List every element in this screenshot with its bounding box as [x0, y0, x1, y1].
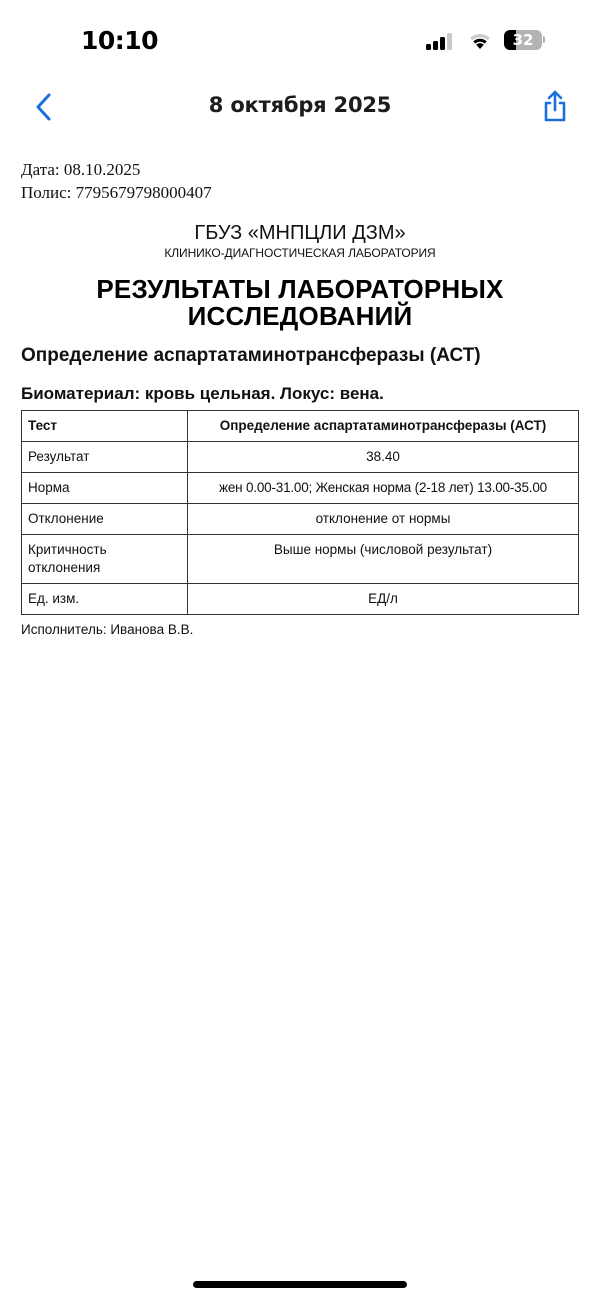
table-row [22, 442, 579, 473]
nav-bar [0, 80, 600, 132]
row-label-criticality: Критичность отклонения [22, 535, 188, 584]
status-time: 10:10 [81, 26, 159, 55]
table-row [22, 535, 579, 584]
row-label-norm: Норма [22, 473, 188, 504]
table-header-row [22, 411, 579, 442]
policy-number: Полис: 7795679798000407 [21, 183, 212, 202]
status-bar [0, 0, 600, 80]
row-value-criticality: Выше нормы (числовой результат) [188, 535, 579, 584]
document-title-line1: РЕЗУЛЬТАТЫ ЛАБОРАТОРНЫХ [96, 274, 504, 304]
table-row [22, 473, 579, 504]
lab-report-document [21, 158, 579, 639]
row-value-unit: ЕД/л [188, 584, 579, 615]
organization-name: ГБУЗ «МНПЦЛИ ДЗМ» [194, 222, 406, 244]
row-value-result: 38.40 [188, 442, 579, 473]
battery-icon [504, 30, 544, 50]
nav-title: 8 октября 2025 [208, 93, 392, 117]
row-value-norm: жен 0.00-31.00; Женская норма (2-18 лет) 13.00-35.00 [188, 473, 579, 504]
wifi-icon [467, 30, 493, 50]
biomaterial-info: Биоматериал: кровь цельная. Локус: вена. [21, 384, 384, 403]
row-value-deviation: отклонение от нормы [188, 504, 579, 535]
table-row [22, 504, 579, 535]
cellular-signal-icon [426, 33, 456, 50]
document-title-line2: ИССЛЕДОВАНИЙ [187, 301, 413, 331]
share-icon [540, 88, 570, 124]
share-button[interactable] [540, 88, 570, 124]
row-label-unit: Ед. изм. [22, 584, 188, 615]
results-table [21, 410, 579, 615]
report-date: Дата: 08.10.2025 [21, 160, 141, 179]
table-header-test-name: Определение аспартатаминотрансферазы (АСТ) [188, 411, 579, 442]
home-indicator[interactable] [193, 1281, 407, 1288]
table-header-test: Тест [22, 411, 188, 442]
row-label-result: Результат [22, 442, 188, 473]
table-row [22, 584, 579, 615]
row-label-deviation: Отклонение [22, 504, 188, 535]
test-title: Определение аспартатаминотрансферазы (АСТ) [21, 345, 481, 366]
performer: Исполнитель: Иванова В.В. [21, 622, 194, 637]
document-title [21, 276, 579, 330]
battery-level: 32 [512, 31, 534, 49]
organization-subtitle: КЛИНИКО-ДИАГНОСТИЧЕСКАЯ ЛАБОРАТОРИЯ [164, 246, 436, 260]
